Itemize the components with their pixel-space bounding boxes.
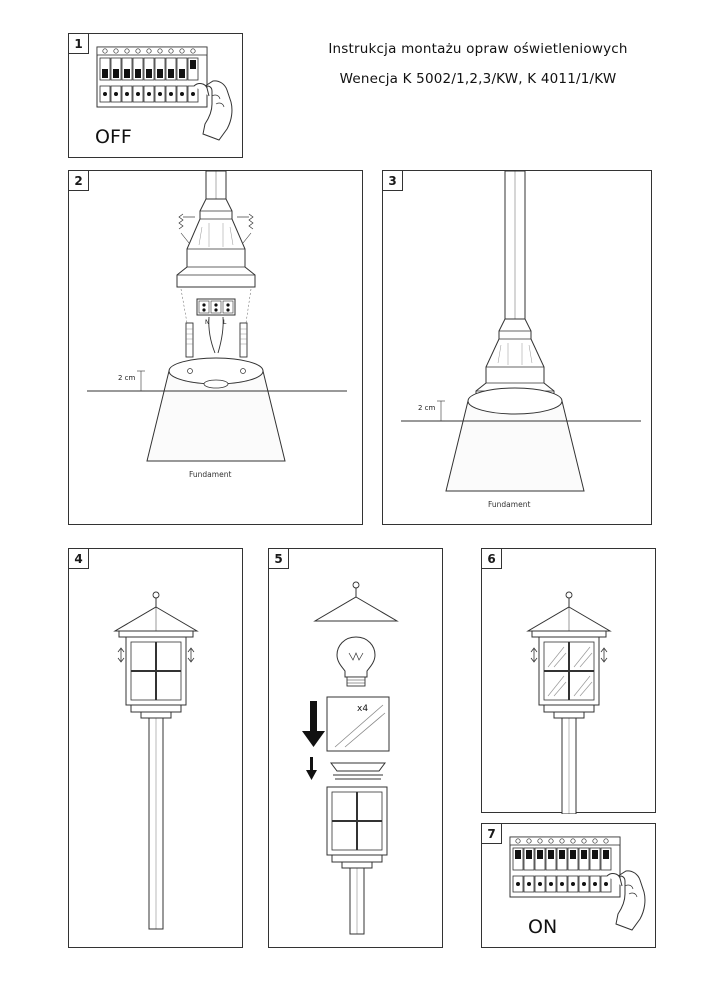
step-panel-6 — [481, 548, 656, 813]
step5-quantity-label: x4 — [357, 704, 369, 714]
step2-foundation-label: Fundament — [189, 470, 232, 479]
finished-lantern-illustration — [482, 549, 657, 814]
step-number-4: 4 — [69, 549, 89, 569]
step-panel-3 — [382, 170, 652, 525]
step-panel-2 — [68, 170, 363, 525]
step-panel-1 — [68, 33, 243, 158]
document-title — [258, 34, 698, 94]
step-panel-5 — [268, 548, 443, 948]
step-panel-4 — [68, 548, 243, 948]
step2-dimension-label: 2 cm — [118, 374, 136, 382]
step-number-2: 2 — [69, 171, 89, 191]
svg-text:N: N — [205, 319, 210, 326]
step-panel-7 — [481, 823, 656, 948]
svg-text:L: L — [223, 319, 227, 326]
pole-installed-illustration — [383, 171, 653, 526]
lantern-on-pole-illustration — [69, 549, 244, 949]
breaker-on-illustration — [482, 824, 657, 949]
bulb-and-glass-assembly-illustration — [269, 549, 444, 949]
step-number-3: 3 — [383, 171, 403, 191]
step-number-5: 5 — [269, 549, 289, 569]
title-line-1: Instrukcja montażu opraw oświetleniowych — [328, 41, 628, 57]
step1-off-label: OFF — [95, 126, 132, 148]
step3-dimension-label: 2 cm — [418, 404, 436, 412]
step3-foundation-label: Fundament — [488, 500, 531, 509]
step-number-1: 1 — [69, 34, 89, 54]
step7-on-label: ON — [528, 916, 558, 938]
step-number-6: 6 — [482, 549, 502, 569]
title-line-2: Wenecja K 5002/1,2,3/KW, K 4011/1/KW — [339, 71, 617, 87]
step-number-7: 7 — [482, 824, 502, 844]
